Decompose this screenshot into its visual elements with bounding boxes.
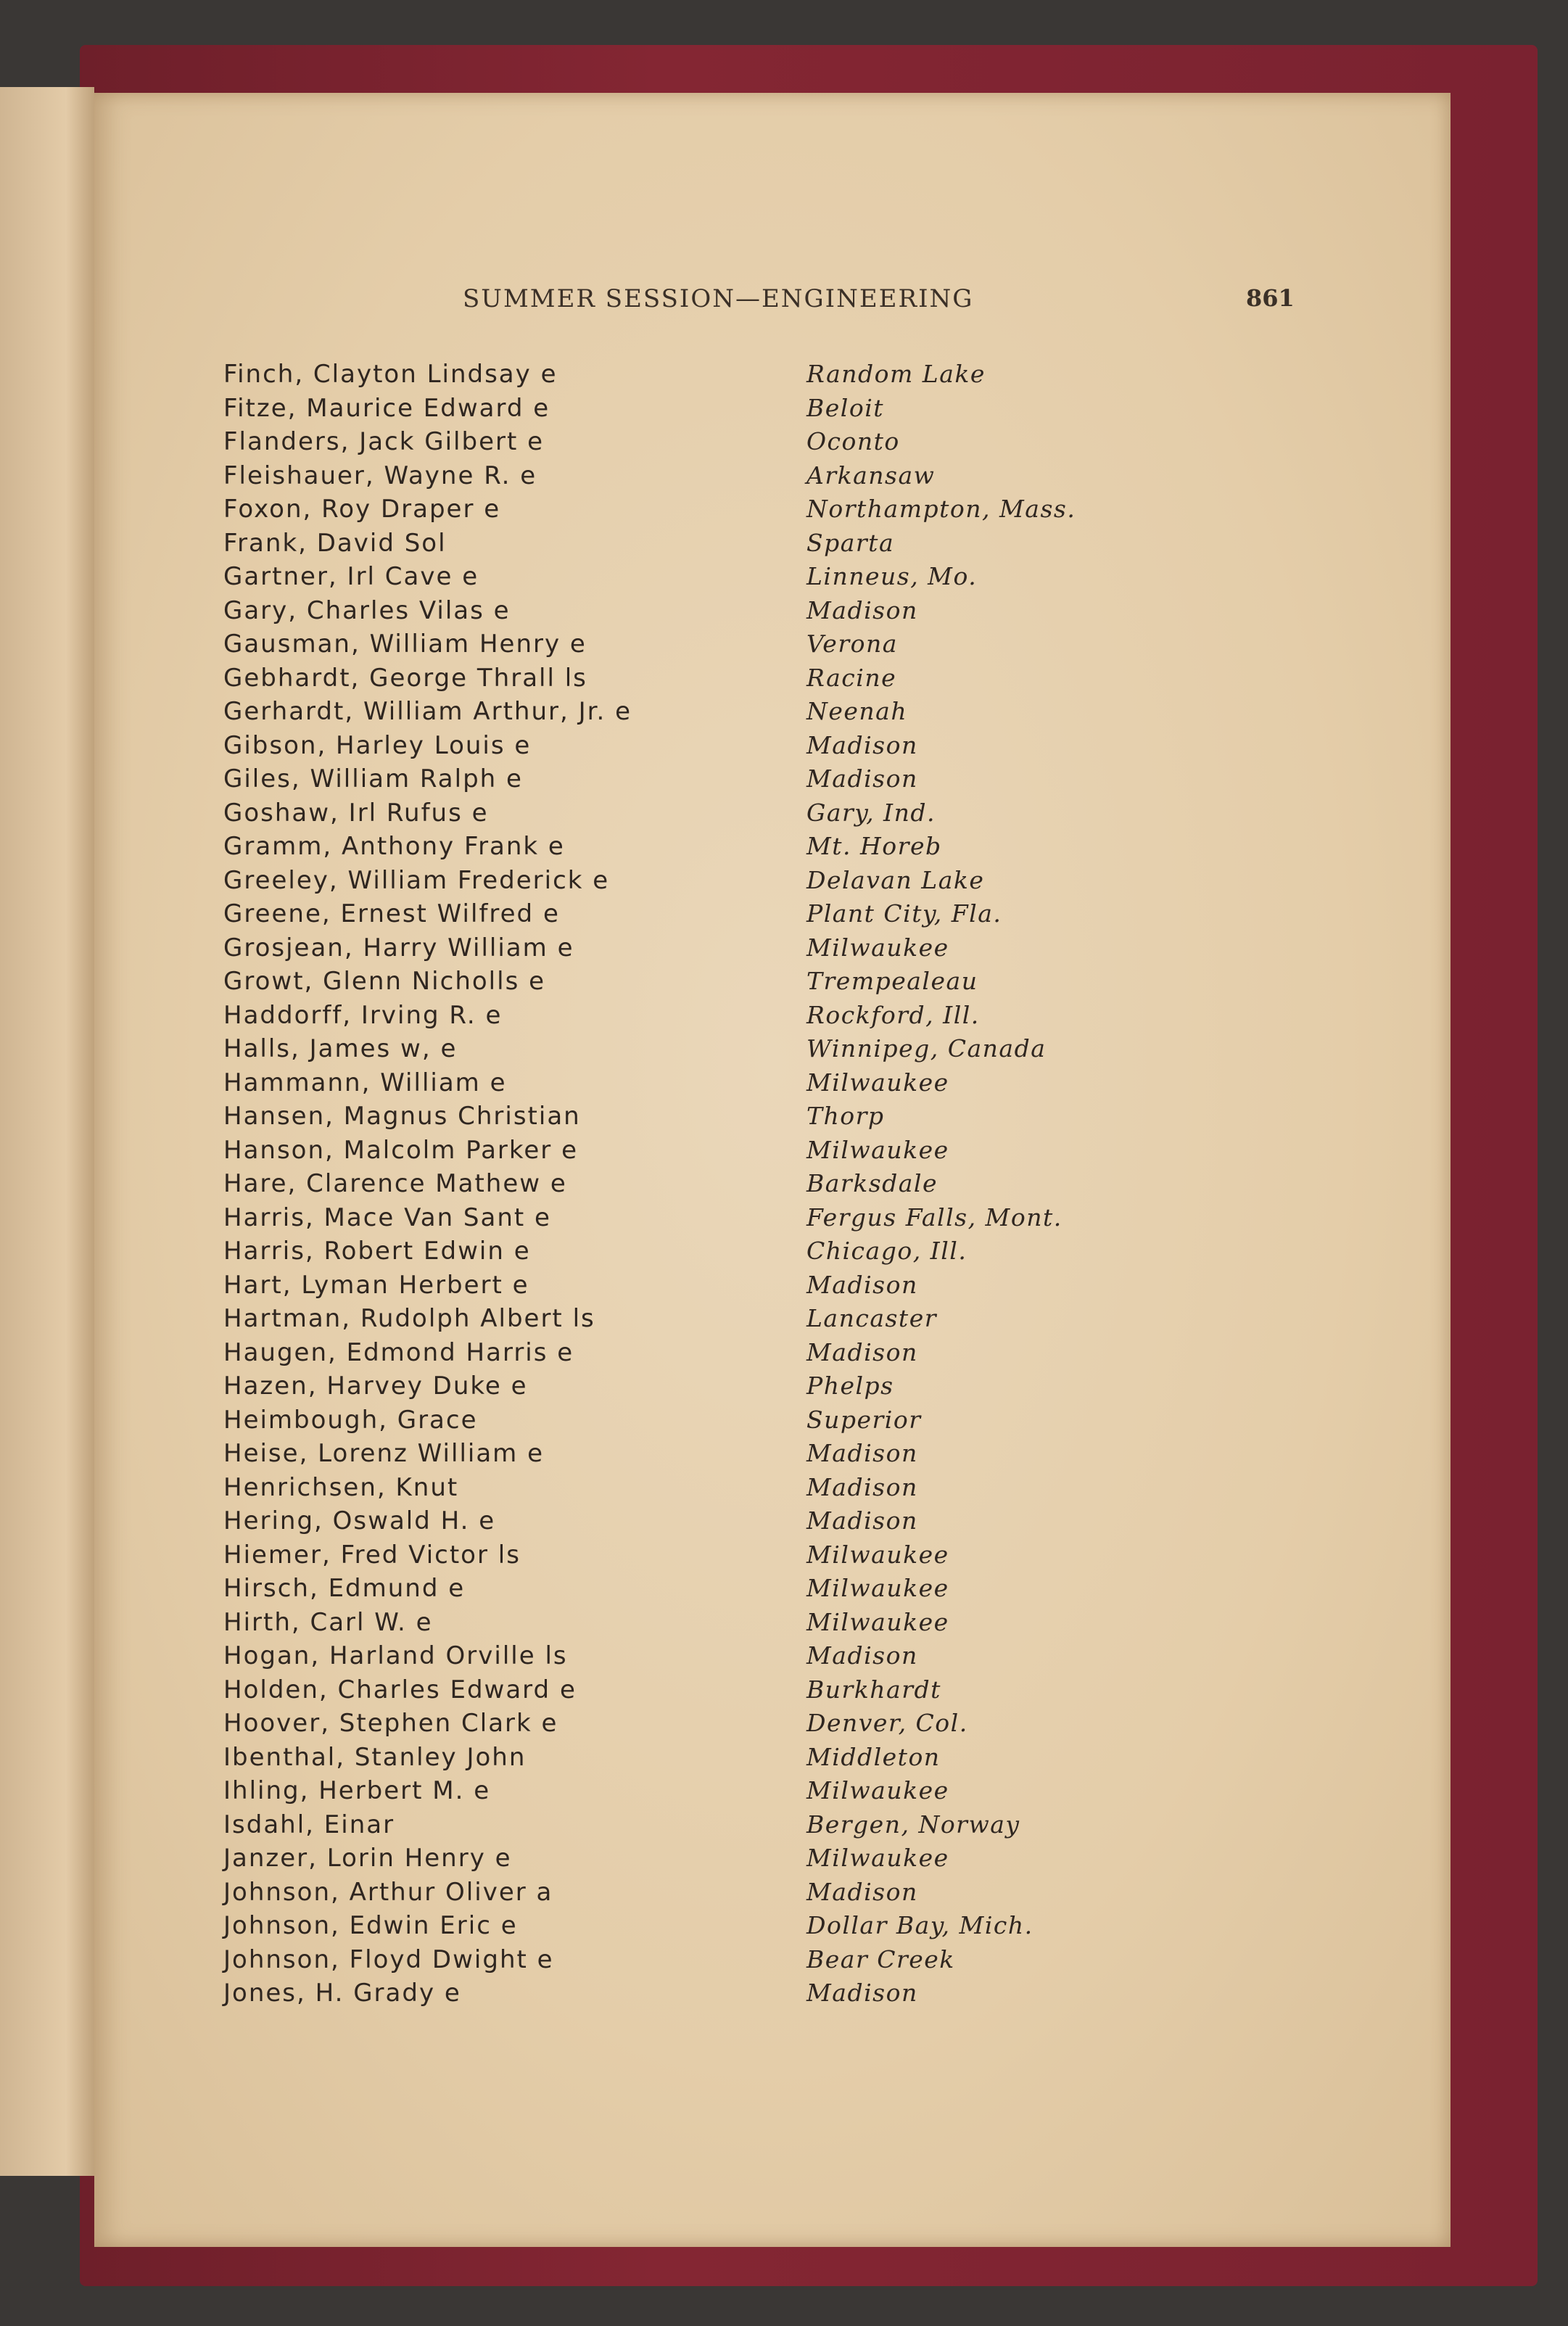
student-name: Growt, Glenn Nicholls e [223, 967, 546, 996]
hometown: Madison [806, 1337, 918, 1366]
student-name: Grosjean, Harry William e [223, 933, 574, 962]
running-title: SUMMER SESSION—ENGINEERING [463, 284, 974, 313]
roster-entry [223, 866, 1239, 900]
student-name: Heise, Lorenz William e [223, 1439, 545, 1468]
hometown: Chicago, Ill. [806, 1237, 967, 1265]
roster-entry [223, 1372, 1239, 1406]
hometown: Dollar Bay, Mich. [806, 1911, 1033, 1939]
roster-entry [223, 1844, 1239, 1878]
hometown: Mt. Horeb [806, 832, 942, 860]
hometown: Milwaukee [806, 1068, 949, 1097]
roster-entry [223, 1506, 1239, 1541]
roster-entry [223, 967, 1239, 1001]
student-name: Johnson, Edwin Eric e [223, 1911, 518, 1940]
hometown: Madison [806, 1270, 918, 1299]
student-name: Foxon, Roy Draper e [223, 495, 501, 524]
hometown: Middleton [806, 1742, 941, 1771]
student-name: Johnson, Floyd Dwight e [223, 1944, 554, 1974]
student-name: Johnson, Arthur Oliver a [223, 1877, 553, 1907]
roster-entry [223, 731, 1239, 765]
hometown: Denver, Col. [806, 1709, 968, 1737]
roster-entry [223, 1709, 1239, 1743]
student-name: Hare, Clarence Mathew e [223, 1169, 567, 1198]
hometown: Lancaster [806, 1304, 937, 1332]
roster-entry [223, 1034, 1239, 1068]
hometown: Northampton, Mass. [806, 495, 1076, 523]
student-name: Isdahl, Einar [223, 1810, 395, 1839]
student-name: Harris, Mace Van Sant e [223, 1203, 551, 1232]
student-name: Hammann, William e [223, 1068, 507, 1097]
hometown: Milwaukee [806, 1844, 949, 1872]
student-name: Flanders, Jack Gilbert e [223, 427, 545, 456]
roster-entry [223, 427, 1239, 461]
hometown: Madison [806, 1506, 918, 1535]
hometown: Milwaukee [806, 933, 949, 962]
roster-entry [223, 1776, 1239, 1810]
student-name: Ibenthal, Stanley John [223, 1742, 527, 1772]
roster-entry [223, 1439, 1239, 1473]
student-name: Hirth, Carl W. e [223, 1607, 433, 1637]
student-name: Frank, David Sol [223, 528, 447, 558]
roster-entry [223, 1541, 1239, 1575]
student-name: Janzer, Lorin Henry e [223, 1844, 512, 1873]
hometown: Barksdale [806, 1169, 938, 1197]
hometown: Milwaukee [806, 1776, 949, 1805]
student-name: Gebhardt, George Thrall ls [223, 663, 587, 693]
student-name: Goshaw, Irl Rufus e [223, 798, 489, 828]
hometown: Bear Creek [806, 1944, 955, 1974]
hometown: Plant City, Fla. [806, 899, 1002, 928]
student-name: Gary, Charles Vilas e [223, 595, 511, 625]
roster-entry [223, 461, 1239, 495]
roster-entry [223, 1136, 1239, 1170]
roster-entry [223, 697, 1239, 731]
roster-entry [223, 529, 1239, 563]
hometown: Bergen, Norway [806, 1810, 1020, 1839]
hometown: Madison [806, 764, 918, 793]
student-name: Hering, Oswald H. e [223, 1506, 496, 1535]
roster-entry [223, 394, 1239, 428]
student-name: Ihling, Herbert M. e [223, 1776, 491, 1805]
student-name: Hazen, Harvey Duke e [223, 1372, 528, 1401]
roster-entry [223, 899, 1239, 933]
roster-entry [223, 1203, 1239, 1237]
student-name: Gausman, William Henry e [223, 630, 587, 659]
roster-entry [223, 933, 1239, 968]
roster-entry [223, 1911, 1239, 1945]
roster-entry [223, 832, 1239, 866]
student-name: Hart, Lyman Herbert e [223, 1270, 529, 1300]
hometown: Madison [806, 1472, 918, 1501]
hometown: Milwaukee [806, 1540, 949, 1569]
student-name: Halls, James w, e [223, 1034, 458, 1063]
roster-entry [223, 664, 1239, 698]
roster-entry [223, 1473, 1239, 1507]
student-name: Hiemer, Fred Victor ls [223, 1540, 521, 1570]
hometown: Thorp [806, 1102, 885, 1130]
facing-page-edge [0, 87, 94, 2176]
hometown: Madison [806, 1641, 918, 1670]
student-name: Hartman, Rudolph Albert ls [223, 1304, 595, 1333]
hometown: Neenah [806, 697, 908, 725]
student-name: Gramm, Anthony Frank e [223, 832, 565, 861]
student-name: Heimbough, Grace [223, 1405, 478, 1435]
hometown: Phelps [806, 1372, 894, 1400]
hometown: Gary, Ind. [806, 798, 936, 827]
roster-entry [223, 1574, 1239, 1608]
hometown: Racine [806, 663, 897, 692]
student-name: Holden, Charles Edward e [223, 1675, 577, 1704]
hometown: Fergus Falls, Mont. [806, 1203, 1062, 1232]
hometown: Rockford, Ill. [806, 1000, 980, 1029]
hometown: Trempealeau [806, 967, 978, 995]
student-name: Hirsch, Edmund e [223, 1574, 466, 1603]
hometown: Linneus, Mo. [806, 562, 978, 590]
roster-entry [223, 1406, 1239, 1440]
roster-entry [223, 1743, 1239, 1777]
hometown: Sparta [806, 528, 895, 557]
student-name: Fitze, Maurice Edward e [223, 393, 550, 423]
hometown: Madison [806, 730, 918, 759]
student-name: Haugen, Edmond Harris e [223, 1337, 574, 1367]
student-name: Hansen, Magnus Christian [223, 1102, 581, 1131]
page-number: 861 [1246, 284, 1295, 312]
student-name: Henrichsen, Knut [223, 1472, 459, 1502]
student-name: Giles, William Ralph e [223, 764, 523, 793]
hometown: Milwaukee [806, 1135, 949, 1164]
roster-entry [223, 799, 1239, 833]
hometown: Madison [806, 1979, 918, 2007]
roster-list [223, 360, 1239, 2013]
roster-entry [223, 1102, 1239, 1136]
roster-entry [223, 1641, 1239, 1675]
roster-entry [223, 1001, 1239, 1035]
hometown: Arkansaw [806, 461, 936, 490]
roster-entry [223, 1237, 1239, 1271]
student-name: Haddorff, Irving R. e [223, 1000, 503, 1030]
hometown: Madison [806, 595, 918, 624]
student-name: Hogan, Harland Orville ls [223, 1641, 568, 1670]
student-name: Harris, Robert Edwin e [223, 1237, 531, 1266]
student-name: Gibson, Harley Louis e [223, 730, 532, 760]
roster-entry [223, 562, 1239, 596]
hometown: Random Lake [806, 360, 986, 388]
hometown: Oconto [806, 427, 900, 455]
student-name: Fleishauer, Wayne R. e [223, 461, 537, 490]
page-header [0, 284, 1568, 321]
roster-entry [223, 764, 1239, 799]
hometown: Winnipeg, Canada [806, 1034, 1047, 1063]
student-name: Finch, Clayton Lindsay e [223, 360, 558, 389]
roster-entry [223, 1338, 1239, 1372]
roster-entry [223, 1068, 1239, 1102]
roster-entry [223, 1878, 1239, 1912]
hometown: Madison [806, 1877, 918, 1906]
roster-entry [223, 360, 1239, 394]
roster-entry [223, 1945, 1239, 1979]
roster-entry [223, 1675, 1239, 1710]
hometown: Burkhardt [806, 1675, 941, 1704]
hometown: Beloit [806, 393, 885, 422]
student-name: Greeley, William Frederick e [223, 865, 610, 895]
roster-entry [223, 1304, 1239, 1338]
hometown: Milwaukee [806, 1607, 949, 1636]
roster-entry [223, 1810, 1239, 1844]
hometown: Madison [806, 1439, 918, 1467]
student-name: Hoover, Stephen Clark e [223, 1709, 558, 1738]
student-name: Greene, Ernest Wilfred e [223, 899, 560, 928]
roster-entry [223, 596, 1239, 630]
student-name: Hanson, Malcolm Parker e [223, 1135, 579, 1165]
student-name: Jones, H. Grady e [223, 1979, 461, 2008]
hometown: Delavan Lake [806, 865, 985, 894]
roster-entry [223, 495, 1239, 529]
roster-entry [223, 630, 1239, 664]
student-name: Gerhardt, William Arthur, Jr. e [223, 697, 632, 726]
hometown: Superior [806, 1405, 922, 1434]
hometown: Verona [806, 630, 898, 658]
roster-entry [223, 1608, 1239, 1642]
student-name: Gartner, Irl Cave e [223, 562, 479, 591]
hometown: Milwaukee [806, 1574, 949, 1602]
roster-entry [223, 1979, 1239, 2013]
roster-entry [223, 1271, 1239, 1305]
roster-entry [223, 1169, 1239, 1203]
